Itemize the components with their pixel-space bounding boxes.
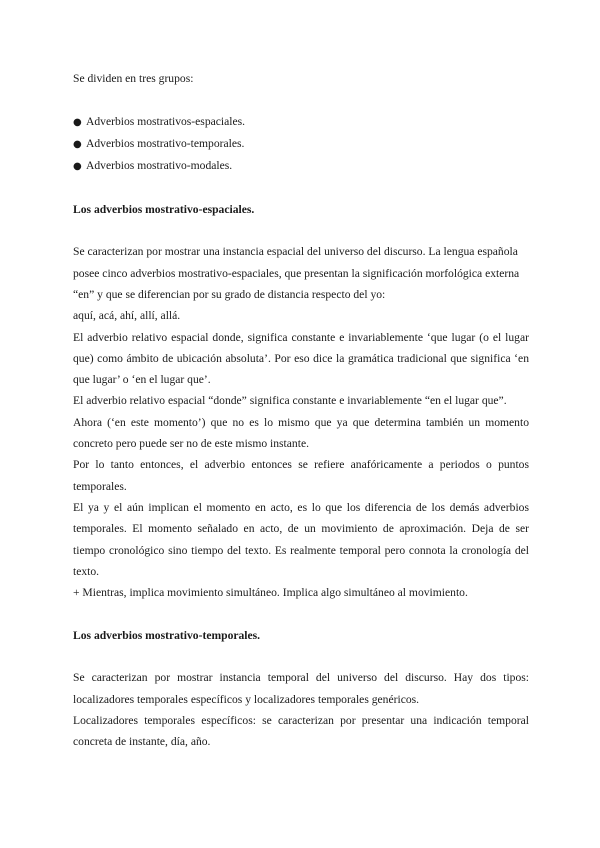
paragraph: Ahora (‘en este momento’) que no es lo mismo que ya que determina también un momento concreto pero puede ser no de este mismo instante. — [73, 415, 529, 451]
paragraph: El ya y el aún implican el momento en acto, es lo que los diferencia de los demás adverbios temporales. El momento señalado en acto, de un movimiento de aproximación. Deja de ser tiempo cronológico sino tiempo del texto. Es realmente temporal pero connota la cronología del texto. — [73, 500, 529, 578]
paragraph: Se caracterizan por mostrar instancia temporal del universo del discurso. Hay dos tipos: localizadores temporales específicos y localizadores temporales genéricos. — [73, 671, 529, 706]
list-item-text: Adverbios mostrativos-espaciales. — [86, 114, 246, 128]
bullet-icon: ● — [73, 116, 82, 128]
spacer — [73, 603, 529, 624]
document-page — [73, 68, 529, 753]
spacer — [73, 646, 529, 667]
paragraph: aquí, acá, ahí, allí, allá. — [73, 309, 181, 323]
list-item-text: Adverbios mostrativo-temporales. — [86, 136, 245, 150]
paragraph: El adverbio relativo espacial “donde” significa constante e invariablemente “en el lugar que”. — [73, 394, 507, 408]
list-item — [73, 111, 529, 133]
paragraph: + Mientras, implica movimiento simultáneo. Implica algo simultáneo al movimiento. — [73, 586, 468, 600]
paragraph: Por lo tanto entonces, el adverbio entonces se refiere anafóricamente a periodos o puntos temporales. — [73, 458, 529, 493]
section-heading-espaciales: Los adverbios mostrativo-espaciales. — [73, 202, 255, 216]
section-heading-temporales: Los adverbios mostrativo-temporales. — [73, 628, 261, 642]
spacer — [73, 177, 529, 198]
bullet-icon: ● — [73, 161, 82, 173]
intro-text: Se dividen en tres grupos: — [73, 72, 194, 85]
paragraph: El adverbio relativo espacial donde, significa constante e invariablemente ‘que lugar (o el lugar que) como ámbito de ubicación absoluta’. Por eso dice la gramática tradicional que significa ‘en que lugar’ o ‘en el lugar que’. — [73, 330, 529, 387]
bullet-icon: ● — [73, 138, 82, 150]
list-item-text: Adverbios mostrativo-modales. — [86, 159, 233, 173]
spacer — [73, 89, 529, 110]
paragraph: Se caracterizan por mostrar una instancia espacial del universo del discurso. La lengua española posee cinco adverbios mostrativo-espaciales, que presentan la significación morfológica externa “en” y que se diferencian por su grado de distancia respecto del yo: — [73, 245, 520, 301]
groups-list — [73, 111, 529, 178]
paragraph: Localizadores temporales específicos: se caracterizan por presentar una indicación temporal concreta de instante, día, año. — [73, 713, 529, 749]
list-item — [73, 155, 529, 177]
spacer — [73, 220, 529, 241]
list-item — [73, 133, 529, 155]
